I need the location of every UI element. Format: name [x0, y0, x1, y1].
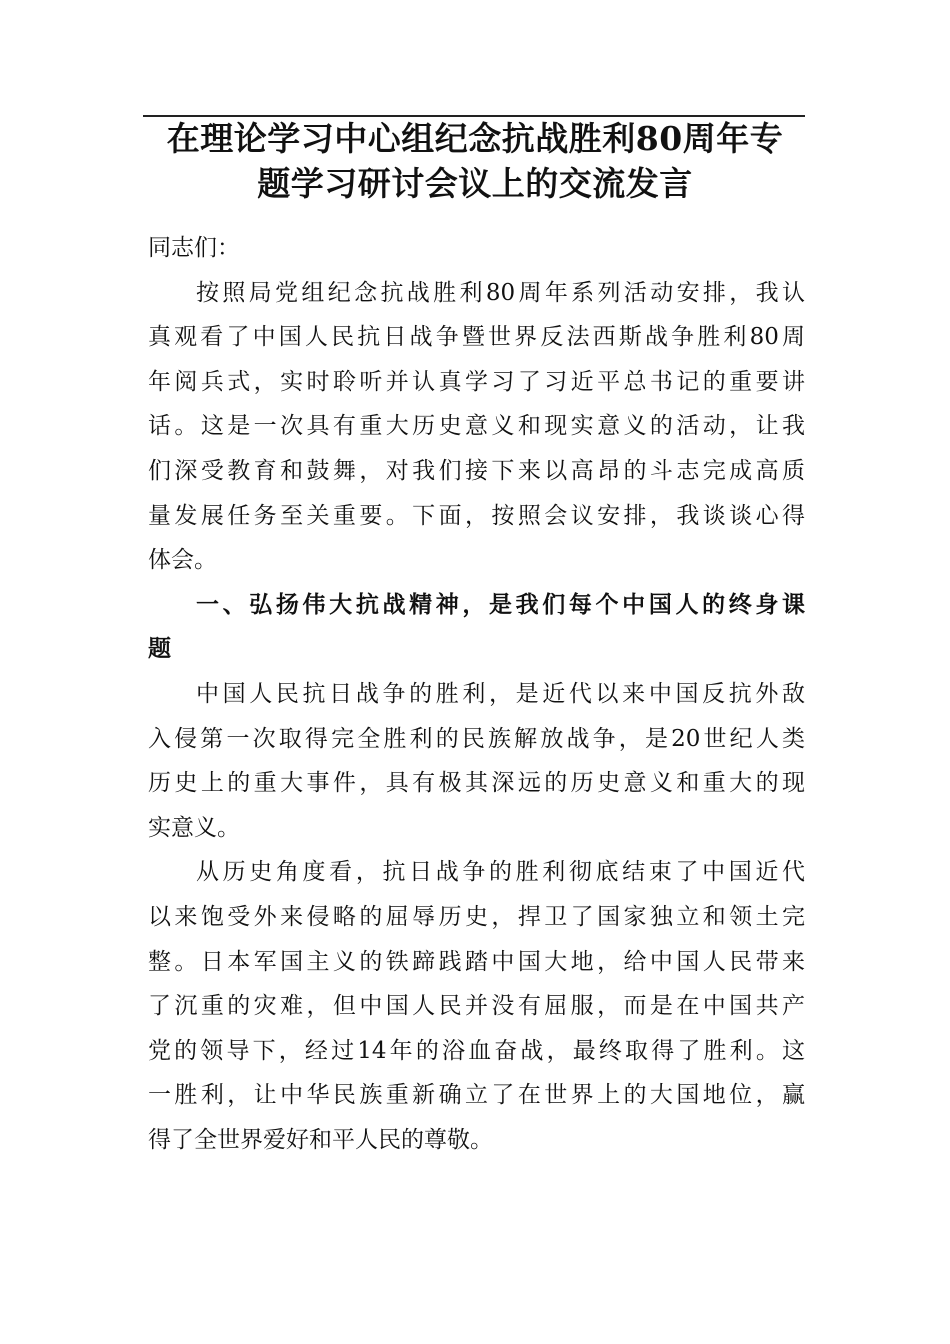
- text-line: 得了全世界爱好和平人民的尊敬。: [148, 1126, 493, 1153]
- paragraphs: [148, 271, 805, 1163]
- text-line: 了沉重的灾难，但中国人民并没有屈服，而是在中国共产: [148, 993, 805, 1020]
- text-line: 实意义。: [148, 814, 240, 841]
- text-line: 按照局党组纪念抗战胜利80周年系列活动安排，我认: [196, 279, 805, 306]
- text-line: 党的领导下，经过14年的浴血奋战，最终取得了胜利。这: [148, 1037, 805, 1064]
- text-line: 历史上的重大事件，具有极其深远的历史意义和重大的现: [148, 770, 805, 797]
- text-line: 量发展任务至关重要。下面，按照会议安排，我谈谈心得: [148, 502, 805, 529]
- text-line: 整。日本军国主义的铁蹄践踏中国大地，给中国人民带来: [148, 948, 805, 975]
- text-line: 从历史角度看，抗日战争的胜利彻底结束了中国近代: [196, 859, 805, 886]
- text-line: 体会。: [148, 547, 217, 574]
- document-title: [140, 116, 810, 206]
- section-heading: [148, 583, 805, 672]
- paragraph: [148, 271, 805, 583]
- document-body: [148, 226, 805, 1162]
- text-line: 以来饱受外来侵略的屈辱历史，捍卫了国家独立和领土完: [148, 903, 805, 930]
- text-line: 一、弘扬伟大抗战精神，是我们每个中国人的终身课: [196, 591, 805, 618]
- text-line: 真观看了中国人民抗日战争暨世界反法西斯战争胜利80周: [148, 324, 805, 351]
- text-line: 一胜利，让中华民族重新确立了在世界上的大国地位，赢: [148, 1082, 805, 1109]
- text-line: 题: [148, 636, 171, 663]
- paragraph: [148, 672, 805, 850]
- text-line: 入侵第一次取得完全胜利的民族解放战争，是20世纪人类: [148, 725, 805, 752]
- text-line: 话。这是一次具有重大历史意义和现实意义的活动，让我: [148, 413, 805, 440]
- title-line: 题学习研讨会议上的交流发言: [257, 164, 693, 203]
- text-line: 年阅兵式，实时聆听并认真学习了习近平总书记的重要讲: [148, 368, 805, 395]
- salutation: 同志们：: [148, 235, 240, 261]
- paragraph: [148, 850, 805, 1162]
- text-line: 中国人民抗日战争的胜利，是近代以来中国反抗外敌: [196, 680, 805, 707]
- title-line: 在理论学习中心组纪念抗战胜利80周年专: [166, 119, 784, 158]
- text-line: 们深受教育和鼓舞，对我们接下来以高昂的斗志完成高质: [148, 457, 805, 484]
